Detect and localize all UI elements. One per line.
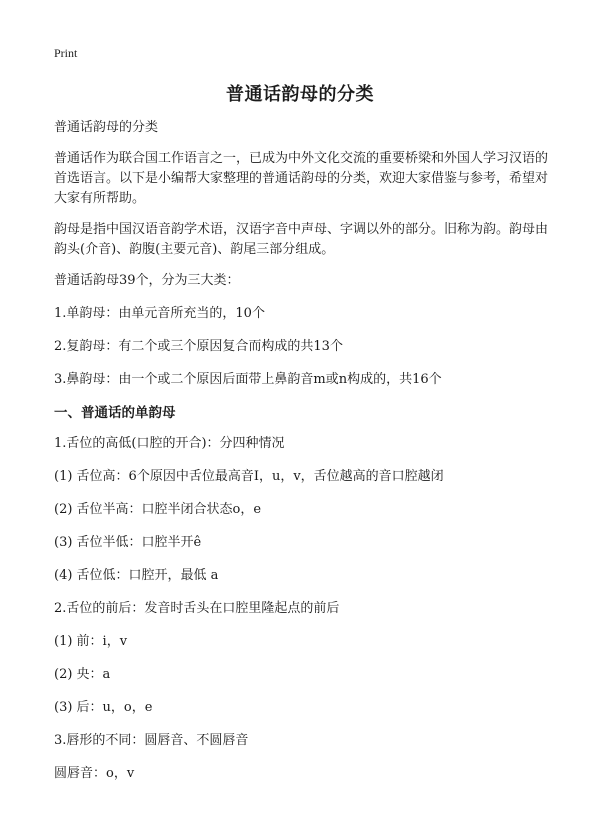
document-body xyxy=(54,118,554,797)
list-item: 圆唇音：o，v xyxy=(54,766,135,781)
page-title: 普通话韵母的分类 xyxy=(226,84,374,105)
list-item: (2) 舌位半高：口腔半闭合状态o，e xyxy=(54,502,262,517)
list-item: 3.唇形的不同：圆唇音、不圆唇音 xyxy=(54,733,249,748)
list-item: 2.舌位的前后：发音时舌头在口腔里隆起点的前后 xyxy=(54,601,340,616)
list-item: (4) 舌位低：口腔开，最低 a xyxy=(54,568,219,583)
list-item: (2) 央：a xyxy=(54,667,111,682)
print-link[interactable]: Print xyxy=(54,46,78,60)
subtitle: 普通话韵母的分类 xyxy=(54,120,159,135)
list-item: 1.单韵母：由单元音所充当的，10个 xyxy=(54,306,265,321)
classification-summary: 普通话韵母39个，分为三大类： xyxy=(54,273,240,288)
list-item: 1.舌位的高低(口腔的开合)：分四种情况 xyxy=(54,436,285,451)
list-item: (3) 后：u，o，e xyxy=(54,700,153,715)
list-item: (3) 舌位半低：口腔半开ê xyxy=(54,535,202,550)
list-item: (1) 舌位高：6个原因中舌位最高音I，u，v，舌位越高的音口腔越闭 xyxy=(54,469,444,484)
section-heading: 一、普通话的单韵母 xyxy=(54,405,176,421)
intro-paragraph: 普通话作为联合国工作语言之一，已成为中外文化交流的重要桥梁和外国人学习汉语的首选语言。以下是小编帮大家整理的普通话韵母的分类，欢迎大家借鉴与参考，希望对大家有所帮助。 xyxy=(54,151,549,206)
definition-paragraph: 韵母是指中国汉语音韵学术语，汉语字音中声母、字调以外的部分。旧称为韵。韵母由韵头(介音)、韵腹(主要元音)、韵尾三部分组成。 xyxy=(54,222,549,257)
list-item: 3.鼻韵母：由一个或二个原因后面带上鼻韵音m或n构成的，共16个 xyxy=(54,372,442,387)
list-item: (1) 前：i，v xyxy=(54,634,128,649)
list-item: 2.复韵母：有二个或三个原因复合而构成的共13个 xyxy=(54,339,343,354)
